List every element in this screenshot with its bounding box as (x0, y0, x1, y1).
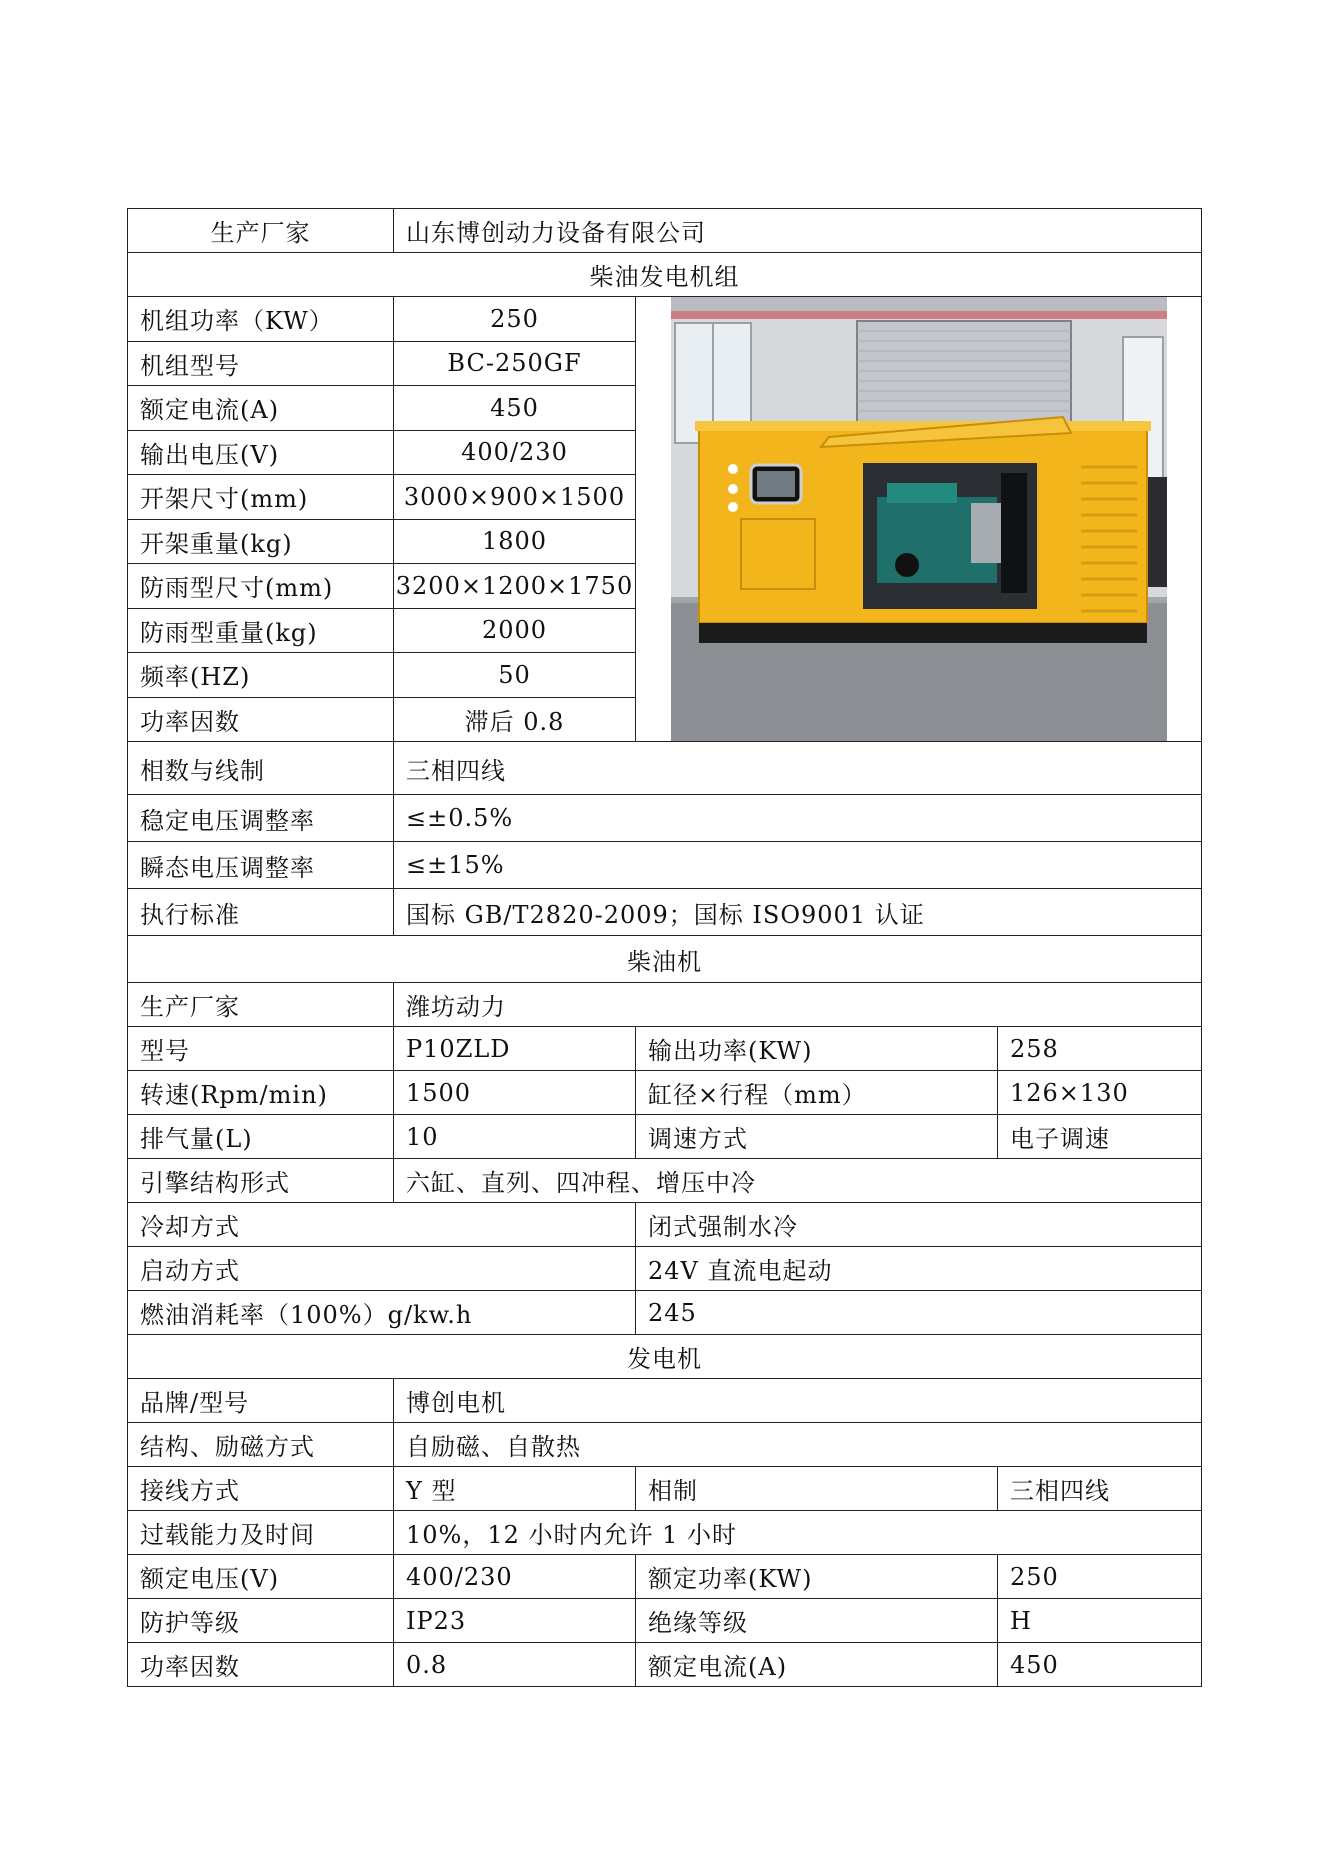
spec-label: 启动方式 (128, 1247, 636, 1291)
manufacturer-row (128, 209, 1202, 253)
spec-table (127, 208, 1202, 1687)
spec-label: 转速(Rpm/min) (128, 1071, 394, 1115)
spec-label: 缸径×行程（mm） (636, 1071, 998, 1115)
spec-value: 245 (636, 1291, 1202, 1335)
genset-label: 输出电压(V) (128, 430, 394, 475)
genset-section-row (128, 253, 1202, 297)
engine-section-row (128, 936, 1202, 983)
genset-value: 滞后 0.8 (394, 697, 636, 742)
genset-row (128, 297, 1202, 342)
engine-manufacturer-label: 生产厂家 (128, 983, 394, 1027)
spec-value: 自励磁、自散热 (394, 1423, 1202, 1467)
spec-value: 10%，12 小时内允许 1 小时 (394, 1511, 1202, 1555)
genset-wide-label: 相数与线制 (128, 742, 394, 795)
spec-label: 过载能力及时间 (128, 1511, 394, 1555)
spec-value: 闭式强制水冷 (636, 1203, 1202, 1247)
genset-wide-row (128, 889, 1202, 936)
spec-value: H (998, 1599, 1202, 1643)
genset-label: 防雨型重量(kg) (128, 608, 394, 653)
alternator-quad-row (128, 1643, 1202, 1687)
genset-wide-value: 三相四线 (394, 742, 1202, 795)
spec-label: 额定功率(KW) (636, 1555, 998, 1599)
generator-photo (671, 297, 1167, 741)
spec-value: 电子调速 (998, 1115, 1202, 1159)
genset-label: 额定电流(A) (128, 386, 394, 431)
engine-quad-row (128, 1115, 1202, 1159)
spec-value: 126×130 (998, 1071, 1202, 1115)
manufacturer-value: 山东博创动力设备有限公司 (394, 209, 1202, 253)
spec-value: 10 (394, 1115, 636, 1159)
engine-section-title: 柴油机 (128, 936, 1202, 983)
engine-structure-row (128, 1159, 1202, 1203)
engine-half-row (128, 1203, 1202, 1247)
alternator-section-title: 发电机 (128, 1335, 1202, 1379)
genset-wide-label: 稳定电压调整率 (128, 795, 394, 842)
spec-value: 450 (998, 1643, 1202, 1687)
spec-label: 防护等级 (128, 1599, 394, 1643)
engine-manufacturer-row (128, 983, 1202, 1027)
genset-wide-label: 瞬态电压调整率 (128, 842, 394, 889)
genset-value: 3000×900×1500 (394, 475, 636, 520)
alternator-excitation-row (128, 1423, 1202, 1467)
genset-wide-value: ≤±15% (394, 842, 1202, 889)
engine-quad-row (128, 1027, 1202, 1071)
genset-wide-row (128, 842, 1202, 889)
genset-wide-value: ≤±0.5% (394, 795, 1202, 842)
genset-label: 防雨型尺寸(mm) (128, 564, 394, 609)
genset-label: 开架尺寸(mm) (128, 475, 394, 520)
engine-manufacturer-value: 潍坊动力 (394, 983, 1202, 1027)
genset-value: 1800 (394, 519, 636, 564)
spec-value: 0.8 (394, 1643, 636, 1687)
genset-wide-label: 执行标准 (128, 889, 394, 936)
spec-label: 品牌/型号 (128, 1379, 394, 1423)
alternator-overload-row (128, 1511, 1202, 1555)
genset-label: 机组功率（KW） (128, 297, 394, 342)
alternator-quad-row (128, 1555, 1202, 1599)
alternator-quad-row (128, 1599, 1202, 1643)
genset-wide-value: 国标 GB/T2820-2009；国标 ISO9001 认证 (394, 889, 1202, 936)
spec-label: 绝缘等级 (636, 1599, 998, 1643)
engine-half-row (128, 1247, 1202, 1291)
spec-value: 1500 (394, 1071, 636, 1115)
genset-value: 2000 (394, 608, 636, 653)
genset-value: BC-250GF (394, 341, 636, 386)
genset-value: 50 (394, 653, 636, 698)
genset-value: 400/230 (394, 430, 636, 475)
spec-value: 三相四线 (998, 1467, 1202, 1511)
spec-value: P10ZLD (394, 1027, 636, 1071)
spec-label: 调速方式 (636, 1115, 998, 1159)
spec-label: 冷却方式 (128, 1203, 636, 1247)
alternator-brand-row (128, 1379, 1202, 1423)
engine-half-row (128, 1291, 1202, 1335)
spec-label: 结构、励磁方式 (128, 1423, 394, 1467)
genset-wide-row (128, 795, 1202, 842)
spec-label: 型号 (128, 1027, 394, 1071)
spec-value: 250 (998, 1555, 1202, 1599)
spec-value: 24V 直流电起动 (636, 1247, 1202, 1291)
engine-quad-row (128, 1071, 1202, 1115)
genset-label: 机组型号 (128, 341, 394, 386)
spec-label: 额定电流(A) (636, 1643, 998, 1687)
engine-structure-value: 六缸、直列、四冲程、增压中冷 (394, 1159, 1202, 1203)
product-photo-cell (636, 297, 1202, 742)
spec-label: 排气量(L) (128, 1115, 394, 1159)
genset-label: 开架重量(kg) (128, 519, 394, 564)
spec-value: IP23 (394, 1599, 636, 1643)
alternator-wiring-row (128, 1467, 1202, 1511)
spec-document (127, 208, 1201, 1687)
manufacturer-label: 生产厂家 (128, 209, 394, 253)
genset-label: 频率(HZ) (128, 653, 394, 698)
genset-wide-row (128, 742, 1202, 795)
spec-label: 额定电压(V) (128, 1555, 394, 1599)
spec-label: 接线方式 (128, 1467, 394, 1511)
spec-label: 输出功率(KW) (636, 1027, 998, 1071)
genset-value: 3200×1200×1750 (394, 564, 636, 609)
alternator-section-row (128, 1335, 1202, 1379)
genset-section-title: 柴油发电机组 (128, 253, 1202, 297)
genset-label: 功率因数 (128, 697, 394, 742)
spec-value: 258 (998, 1027, 1202, 1071)
genset-value: 250 (394, 297, 636, 342)
spec-value: Y 型 (394, 1467, 636, 1511)
genset-value: 450 (394, 386, 636, 431)
spec-value: 400/230 (394, 1555, 636, 1599)
spec-label: 功率因数 (128, 1643, 394, 1687)
engine-structure-label: 引擎结构形式 (128, 1159, 394, 1203)
spec-label: 燃油消耗率（100%）g/kw.h (128, 1291, 636, 1335)
spec-label: 相制 (636, 1467, 998, 1511)
spec-value: 博创电机 (394, 1379, 1202, 1423)
